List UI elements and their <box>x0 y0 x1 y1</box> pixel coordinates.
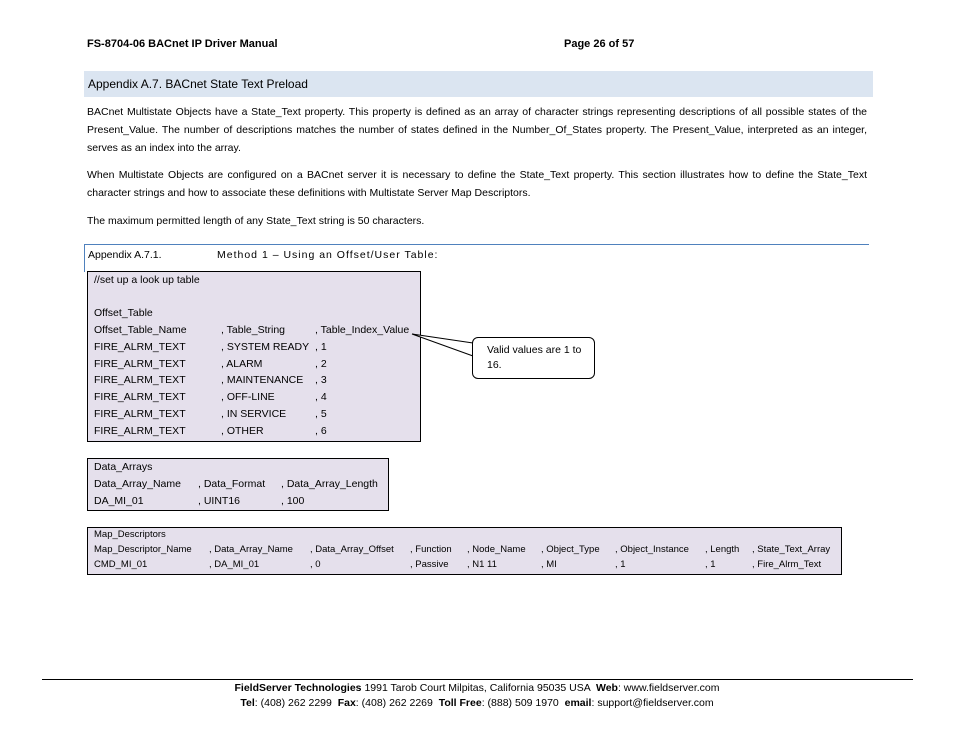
table-cell: , UINT16 <box>198 495 241 507</box>
table-cell: , 1 <box>615 559 626 570</box>
section-heading: Appendix A.7. BACnet State Text Preload <box>84 71 873 97</box>
table-cell: , ALARM <box>221 358 263 370</box>
table-cell: , Fire_Alrm_Text <box>752 559 822 570</box>
header-cell: , Data_Format <box>198 478 266 490</box>
table-cell: , IN SERVICE <box>221 408 287 420</box>
header-cell: , Data_Array_Offset <box>310 544 394 555</box>
footer-company: FieldServer Technologies <box>234 682 362 694</box>
footer-fax-label: Fax <box>337 697 356 709</box>
footer-tollfree: (888) 509 1970 <box>487 697 559 709</box>
footer-email-link[interactable]: support@fieldserver.com <box>597 697 714 709</box>
footer-tel-label: Tel <box>240 697 255 709</box>
table-cell: FIRE_ALRM_TEXT <box>94 374 186 386</box>
table-cell: , Passive <box>410 559 449 570</box>
page-number: Page 26 of 57 <box>564 38 635 50</box>
data-arrays-name: Data_Arrays <box>94 461 153 473</box>
callout-note: Valid values are 1 to 16. <box>472 337 595 379</box>
table-cell: , 6 <box>315 425 327 437</box>
subsection-number: Appendix A.7.1. <box>88 249 162 261</box>
header-cell: , Function <box>410 544 452 555</box>
header-cell: , Node_Name <box>467 544 526 555</box>
map-descriptors-box <box>87 527 842 575</box>
header-cell: , Table_Index_Value <box>315 324 410 336</box>
table-cell: , 3 <box>315 374 327 386</box>
header-cell: Data_Array_Name <box>94 478 181 490</box>
footer-tel: (408) 262 2299 <box>260 697 332 709</box>
header-cell: , Object_Type <box>541 544 600 555</box>
footer-email-label: email <box>564 697 592 709</box>
table-cell: , SYSTEM READY <box>221 341 310 353</box>
table-cell: FIRE_ALRM_TEXT <box>94 408 186 420</box>
subsection-title: Method 1 – Using an Offset/User Table: <box>217 249 439 261</box>
header-cell: , Object_Instance <box>615 544 689 555</box>
table-cell: , MAINTENANCE <box>221 374 304 386</box>
table-cell: FIRE_ALRM_TEXT <box>94 341 186 353</box>
footer-fax: (408) 262 2269 <box>361 697 433 709</box>
table-cell: , DA_MI_01 <box>209 559 260 570</box>
offset-table-comment: //set up a look up table <box>94 274 200 286</box>
table-cell: FIRE_ALRM_TEXT <box>94 425 186 437</box>
footer-line-2: Tel: (408) 262 2299 Fax: (408) 262 2269 Toll Free: (888) 509 1970 email: support@fieldserver.com <box>240 697 714 709</box>
footer-line-1: FieldServer Technologies 1991 Tarob Court Milpitas, California 95035 USA Web: www.fieldserver.com <box>234 682 720 694</box>
table-cell: , 0 <box>310 559 321 570</box>
document-title: FS-8704-06 BACnet IP Driver Manual <box>87 38 278 50</box>
table-cell: , 100 <box>281 495 305 507</box>
table-cell: , 1 <box>315 341 327 353</box>
table-cell: FIRE_ALRM_TEXT <box>94 391 186 403</box>
header-cell: , Data_Array_Length <box>281 478 378 490</box>
header-cell: , Length <box>705 544 740 555</box>
paragraph-3: The maximum permitted length of any State_Text string is 50 characters. <box>87 215 425 227</box>
header-cell: , Data_Array_Name <box>209 544 293 555</box>
table-cell: CMD_MI_01 <box>94 559 148 570</box>
footer-divider <box>42 679 913 680</box>
paragraph-1: BACnet Multistate Objects have a State_Text property. This property is defined as an array of character strings representing descriptions of all possible states of the Present_Value. The number of descriptions matches the number of states defined in the Number_Of_States property. The Present_Value, interpreted as an integer, serves as an index into the array. <box>87 106 867 154</box>
table-cell: , MI <box>541 559 557 570</box>
table-cell: FIRE_ALRM_TEXT <box>94 358 186 370</box>
offset-table-name: Offset_Table <box>94 307 153 319</box>
footer-tollfree-label: Toll Free <box>438 697 482 709</box>
header-cell: , State_Text_Array <box>752 544 831 555</box>
table-cell: , OTHER <box>221 425 264 437</box>
map-descriptors-name: Map_Descriptors <box>94 529 166 540</box>
table-cell: , N1 11 <box>467 559 497 570</box>
table-cell: , 4 <box>315 391 327 403</box>
data-arrays-box <box>87 458 389 511</box>
table-cell: , 5 <box>315 408 327 420</box>
footer-web-label: Web <box>595 682 618 694</box>
table-cell: , 2 <box>315 358 327 370</box>
table-cell: , 1 <box>705 559 716 570</box>
header-cell: , Table_String <box>221 324 286 336</box>
footer-web-link[interactable]: www.fieldserver.com <box>623 682 720 694</box>
paragraph-2: When Multistate Objects are configured on a BACnet server it is necessary to define the State_Text property. This section illustrates how to define the State_Text character strings and how to associate these definitions with Multistate Server Map Descriptors. <box>87 169 867 199</box>
table-cell: DA_MI_01 <box>94 495 144 507</box>
footer-address: 1991 Tarob Court Milpitas, California 95035 USA <box>364 682 591 694</box>
table-cell: , OFF-LINE <box>221 391 275 403</box>
header-cell: Offset_Table_Name <box>94 324 187 336</box>
header-cell: Map_Descriptor_Name <box>94 544 192 555</box>
